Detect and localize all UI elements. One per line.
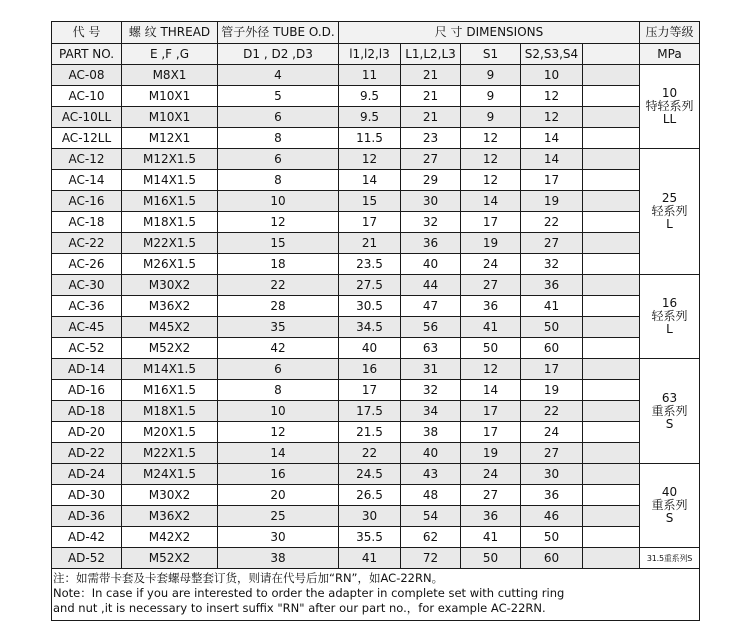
table-row bbox=[52, 422, 700, 443]
pressure-class-cell bbox=[640, 275, 700, 359]
s1-cell: 12 bbox=[461, 359, 521, 380]
order-note bbox=[51, 569, 700, 621]
s1-cell: 50 bbox=[461, 548, 521, 569]
s234-cell: 22 bbox=[521, 401, 583, 422]
s1-cell: 41 bbox=[461, 317, 521, 338]
blank-cell bbox=[583, 485, 640, 506]
part-no-cell: AC-18 bbox=[52, 212, 122, 233]
l-big-cell: 40 bbox=[401, 254, 461, 275]
blank-cell bbox=[583, 86, 640, 107]
part-no-cell: AD-18 bbox=[52, 401, 122, 422]
s234-cell: 50 bbox=[521, 527, 583, 548]
part-no-cell: AC-52 bbox=[52, 338, 122, 359]
blank-cell bbox=[583, 65, 640, 86]
l-small-cell: 41 bbox=[339, 548, 401, 569]
tube-od-cell: 6 bbox=[218, 359, 339, 380]
s234-cell: 24 bbox=[521, 422, 583, 443]
header-mpa: MPa bbox=[640, 44, 700, 65]
l-big-cell: 47 bbox=[401, 296, 461, 317]
thread-cell: M22X1.5 bbox=[122, 233, 218, 254]
s234-cell: 36 bbox=[521, 275, 583, 296]
l-small-cell: 21.5 bbox=[339, 422, 401, 443]
pressure-class-line: L bbox=[666, 217, 673, 231]
s1-cell: 27 bbox=[461, 485, 521, 506]
l-small-cell: 17 bbox=[339, 212, 401, 233]
part-no-cell: AD-42 bbox=[52, 527, 122, 548]
s1-cell: 12 bbox=[461, 128, 521, 149]
adapter-spec-sheet bbox=[51, 21, 699, 621]
part-no-cell: AC-26 bbox=[52, 254, 122, 275]
thread-cell: M30X2 bbox=[122, 485, 218, 506]
thread-cell: M12X1 bbox=[122, 128, 218, 149]
s234-cell: 41 bbox=[521, 296, 583, 317]
s234-cell: 46 bbox=[521, 506, 583, 527]
blank-cell bbox=[583, 317, 640, 338]
s1-cell: 19 bbox=[461, 443, 521, 464]
s1-cell: 27 bbox=[461, 275, 521, 296]
s234-cell: 14 bbox=[521, 149, 583, 170]
pressure-class-line: 特轻系列 bbox=[645, 99, 694, 113]
l-big-cell: 40 bbox=[401, 443, 461, 464]
note-english-line-1: Note：In case if you are interested to order the adapter in complete set with cutting ring bbox=[53, 586, 565, 600]
blank-cell bbox=[583, 149, 640, 170]
header-l-small: l1,l2,l3 bbox=[339, 44, 401, 65]
header-tube-od: 管子外径 TUBE O.D. bbox=[218, 22, 339, 44]
l-small-cell: 21 bbox=[339, 233, 401, 254]
header-pressure: 压力等级 bbox=[640, 22, 700, 44]
thread-cell: M42X2 bbox=[122, 527, 218, 548]
l-small-cell: 17 bbox=[339, 380, 401, 401]
l-big-cell: 62 bbox=[401, 527, 461, 548]
pressure-class-line: 轻系列 bbox=[651, 204, 688, 218]
part-no-cell: AD-14 bbox=[52, 359, 122, 380]
table-row bbox=[52, 443, 700, 464]
thread-cell: M36X2 bbox=[122, 296, 218, 317]
l-big-cell: 48 bbox=[401, 485, 461, 506]
l-big-cell: 21 bbox=[401, 65, 461, 86]
l-small-cell: 40 bbox=[339, 338, 401, 359]
tube-od-cell: 10 bbox=[218, 191, 339, 212]
l-big-cell: 30 bbox=[401, 191, 461, 212]
thread-cell: M12X1.5 bbox=[122, 149, 218, 170]
header-code-cn: 代 号 bbox=[52, 22, 122, 44]
l-small-cell: 30 bbox=[339, 506, 401, 527]
pressure-class-cell bbox=[640, 359, 700, 464]
table-row bbox=[52, 380, 700, 401]
thread-cell: M20X1.5 bbox=[122, 422, 218, 443]
pressure-class-cell bbox=[640, 464, 700, 548]
blank-cell bbox=[583, 170, 640, 191]
table-row bbox=[52, 86, 700, 107]
tube-od-cell: 8 bbox=[218, 380, 339, 401]
l-small-cell: 23.5 bbox=[339, 254, 401, 275]
l-small-cell: 22 bbox=[339, 443, 401, 464]
s1-cell: 9 bbox=[461, 86, 521, 107]
l-small-cell: 9.5 bbox=[339, 86, 401, 107]
part-no-cell: AD-16 bbox=[52, 380, 122, 401]
blank-cell bbox=[583, 296, 640, 317]
tube-od-cell: 10 bbox=[218, 401, 339, 422]
part-no-cell: AC-30 bbox=[52, 275, 122, 296]
tube-od-cell: 12 bbox=[218, 422, 339, 443]
s234-cell: 36 bbox=[521, 485, 583, 506]
tube-od-cell: 12 bbox=[218, 212, 339, 233]
pressure-class-line: 重系列 bbox=[651, 498, 688, 512]
table-row bbox=[52, 338, 700, 359]
l-big-cell: 31 bbox=[401, 359, 461, 380]
l-big-cell: 54 bbox=[401, 506, 461, 527]
pressure-class-line: 重系列 bbox=[651, 403, 688, 418]
table-row bbox=[52, 506, 700, 527]
tube-od-cell: 38 bbox=[218, 548, 339, 569]
tube-od-cell: 6 bbox=[218, 149, 339, 170]
table-row bbox=[52, 170, 700, 191]
pressure-class-line: S bbox=[665, 416, 674, 431]
pressure-class-line: 63 bbox=[661, 390, 678, 405]
pressure-class-cell bbox=[640, 149, 700, 275]
l-big-cell: 72 bbox=[401, 548, 461, 569]
part-no-cell: AD-52 bbox=[52, 548, 122, 569]
blank-cell bbox=[583, 275, 640, 296]
thread-cell: M24X1.5 bbox=[122, 464, 218, 485]
s1-cell: 50 bbox=[461, 338, 521, 359]
thread-cell: M52X2 bbox=[122, 548, 218, 569]
l-small-cell: 30.5 bbox=[339, 296, 401, 317]
part-no-cell: AC-10LL bbox=[52, 107, 122, 128]
thread-cell: M36X2 bbox=[122, 506, 218, 527]
table-row bbox=[52, 191, 700, 212]
l-big-cell: 56 bbox=[401, 317, 461, 338]
table-row bbox=[52, 254, 700, 275]
l-small-cell: 16 bbox=[339, 359, 401, 380]
pressure-class-line: S bbox=[665, 511, 674, 525]
table-row bbox=[52, 527, 700, 548]
part-no-cell: AC-36 bbox=[52, 296, 122, 317]
blank-cell bbox=[583, 401, 640, 422]
header-part-no: PART NO. bbox=[52, 44, 122, 65]
l-big-cell: 36 bbox=[401, 233, 461, 254]
part-no-cell: AC-14 bbox=[52, 170, 122, 191]
tube-od-cell: 6 bbox=[218, 107, 339, 128]
table-body bbox=[52, 22, 700, 569]
l-big-cell: 63 bbox=[401, 338, 461, 359]
tube-od-cell: 22 bbox=[218, 275, 339, 296]
tube-od-cell: 8 bbox=[218, 128, 339, 149]
note-english-line-2: and nut ,it is necessary to insert suffix "RN" after our part no.，for example AC-22RN. bbox=[53, 601, 546, 615]
part-no-cell: AD-20 bbox=[52, 422, 122, 443]
s234-cell: 12 bbox=[521, 86, 583, 107]
l-big-cell: 21 bbox=[401, 86, 461, 107]
header-row-2 bbox=[52, 44, 700, 65]
s234-cell: 22 bbox=[521, 212, 583, 233]
part-no-cell: AC-12 bbox=[52, 149, 122, 170]
s1-cell: 14 bbox=[461, 191, 521, 212]
s234-cell: 27 bbox=[521, 233, 583, 254]
s1-cell: 17 bbox=[461, 422, 521, 443]
tube-od-cell: 18 bbox=[218, 254, 339, 275]
pressure-class-line: 16 bbox=[661, 296, 678, 310]
tube-od-cell: 4 bbox=[218, 65, 339, 86]
table-row bbox=[52, 107, 700, 128]
s1-cell: 14 bbox=[461, 380, 521, 401]
header-row-1 bbox=[52, 22, 700, 44]
part-no-cell: AD-30 bbox=[52, 485, 122, 506]
pressure-class-line: L bbox=[666, 322, 673, 336]
table-row bbox=[52, 65, 700, 86]
l-small-cell: 26.5 bbox=[339, 485, 401, 506]
l-small-cell: 12 bbox=[339, 149, 401, 170]
thread-cell: M18X1.5 bbox=[122, 212, 218, 233]
s234-cell: 17 bbox=[521, 359, 583, 380]
thread-cell: M52X2 bbox=[122, 338, 218, 359]
pressure-class-line: 轻系列 bbox=[651, 309, 688, 323]
table-row bbox=[52, 464, 700, 485]
tube-od-cell: 35 bbox=[218, 317, 339, 338]
tube-od-cell: 25 bbox=[218, 506, 339, 527]
l-small-cell: 17.5 bbox=[339, 401, 401, 422]
blank-cell bbox=[583, 338, 640, 359]
table-row bbox=[52, 296, 700, 317]
l-small-cell: 24.5 bbox=[339, 464, 401, 485]
blank-cell bbox=[583, 548, 640, 569]
l-big-cell: 21 bbox=[401, 107, 461, 128]
thread-cell: M14X1.5 bbox=[122, 170, 218, 191]
thread-cell: M10X1 bbox=[122, 107, 218, 128]
table-row bbox=[52, 485, 700, 506]
header-blank bbox=[583, 44, 640, 65]
thread-cell: M45X2 bbox=[122, 317, 218, 338]
table-row bbox=[52, 317, 700, 338]
l-big-cell: 27 bbox=[401, 149, 461, 170]
s234-cell: 10 bbox=[521, 65, 583, 86]
table-row bbox=[52, 212, 700, 233]
pressure-class-line: 25 bbox=[661, 191, 678, 205]
l-small-cell: 11.5 bbox=[339, 128, 401, 149]
part-no-cell: AD-36 bbox=[52, 506, 122, 527]
s234-cell: 30 bbox=[521, 464, 583, 485]
s1-cell: 24 bbox=[461, 254, 521, 275]
l-small-cell: 34.5 bbox=[339, 317, 401, 338]
blank-cell bbox=[583, 527, 640, 548]
header-d123: D1 , D2 ,D3 bbox=[218, 44, 339, 65]
tube-od-cell: 14 bbox=[218, 443, 339, 464]
blank-cell bbox=[583, 422, 640, 443]
s1-cell: 24 bbox=[461, 464, 521, 485]
header-l-big: L1,L2,L3 bbox=[401, 44, 461, 65]
s234-cell: 14 bbox=[521, 128, 583, 149]
part-no-cell: AC-08 bbox=[52, 65, 122, 86]
pressure-class-line: 31.5重系列S bbox=[646, 553, 693, 563]
s1-cell: 36 bbox=[461, 296, 521, 317]
thread-cell: M22X1.5 bbox=[122, 443, 218, 464]
pressure-class-line: LL bbox=[662, 112, 677, 126]
header-s234: S2,S3,S4 bbox=[521, 44, 583, 65]
thread-cell: M26X1.5 bbox=[122, 254, 218, 275]
blank-cell bbox=[583, 212, 640, 233]
pressure-class-line: 10 bbox=[661, 86, 678, 100]
header-s1: S1 bbox=[461, 44, 521, 65]
blank-cell bbox=[583, 191, 640, 212]
s234-cell: 19 bbox=[521, 380, 583, 401]
thread-cell: M16X1.5 bbox=[122, 191, 218, 212]
s1-cell: 9 bbox=[461, 107, 521, 128]
l-big-cell: 29 bbox=[401, 170, 461, 191]
s234-cell: 27 bbox=[521, 443, 583, 464]
blank-cell bbox=[583, 359, 640, 380]
table-row bbox=[52, 128, 700, 149]
s1-cell: 12 bbox=[461, 170, 521, 191]
tube-od-cell: 8 bbox=[218, 170, 339, 191]
l-big-cell: 43 bbox=[401, 464, 461, 485]
l-big-cell: 34 bbox=[401, 401, 461, 422]
tube-od-cell: 42 bbox=[218, 338, 339, 359]
table-row bbox=[52, 359, 700, 380]
l-big-cell: 44 bbox=[401, 275, 461, 296]
part-no-cell: AC-12LL bbox=[52, 128, 122, 149]
l-small-cell: 27.5 bbox=[339, 275, 401, 296]
blank-cell bbox=[583, 233, 640, 254]
l-small-cell: 14 bbox=[339, 170, 401, 191]
s234-cell: 60 bbox=[521, 338, 583, 359]
table-row bbox=[52, 548, 700, 569]
part-no-cell: AC-16 bbox=[52, 191, 122, 212]
l-small-cell: 35.5 bbox=[339, 527, 401, 548]
blank-cell bbox=[583, 107, 640, 128]
s234-cell: 12 bbox=[521, 107, 583, 128]
thread-cell: M18X1.5 bbox=[122, 401, 218, 422]
header-dimensions: 尺 寸 DIMENSIONS bbox=[339, 22, 640, 44]
pressure-class-line: 40 bbox=[661, 485, 678, 499]
header-efg: E ,F ,G bbox=[122, 44, 218, 65]
s1-cell: 19 bbox=[461, 233, 521, 254]
thread-cell: M8X1 bbox=[122, 65, 218, 86]
blank-cell bbox=[583, 443, 640, 464]
tube-od-cell: 20 bbox=[218, 485, 339, 506]
l-big-cell: 32 bbox=[401, 380, 461, 401]
table-row bbox=[52, 149, 700, 170]
s234-cell: 50 bbox=[521, 317, 583, 338]
pressure-class-cell bbox=[640, 65, 700, 149]
s234-cell: 19 bbox=[521, 191, 583, 212]
table-row bbox=[52, 233, 700, 254]
tube-od-cell: 16 bbox=[218, 464, 339, 485]
tube-od-cell: 15 bbox=[218, 233, 339, 254]
blank-cell bbox=[583, 128, 640, 149]
tube-od-cell: 28 bbox=[218, 296, 339, 317]
thread-cell: M16X1.5 bbox=[122, 380, 218, 401]
part-no-cell: AC-45 bbox=[52, 317, 122, 338]
pressure-class-cell bbox=[640, 548, 700, 569]
s1-cell: 41 bbox=[461, 527, 521, 548]
blank-cell bbox=[583, 380, 640, 401]
thread-cell: M14X1.5 bbox=[122, 359, 218, 380]
tube-od-cell: 30 bbox=[218, 527, 339, 548]
s234-cell: 17 bbox=[521, 170, 583, 191]
s1-cell: 17 bbox=[461, 401, 521, 422]
s1-cell: 12 bbox=[461, 149, 521, 170]
s1-cell: 9 bbox=[461, 65, 521, 86]
s1-cell: 36 bbox=[461, 506, 521, 527]
table-row bbox=[52, 275, 700, 296]
l-big-cell: 38 bbox=[401, 422, 461, 443]
tube-od-cell: 5 bbox=[218, 86, 339, 107]
part-no-cell: AC-10 bbox=[52, 86, 122, 107]
s234-cell: 32 bbox=[521, 254, 583, 275]
blank-cell bbox=[583, 506, 640, 527]
l-big-cell: 32 bbox=[401, 212, 461, 233]
blank-cell bbox=[583, 254, 640, 275]
l-small-cell: 9.5 bbox=[339, 107, 401, 128]
thread-cell: M30X2 bbox=[122, 275, 218, 296]
header-thread: 螺 纹 THREAD bbox=[122, 22, 218, 44]
dimensions-table bbox=[51, 21, 700, 569]
s1-cell: 17 bbox=[461, 212, 521, 233]
blank-cell bbox=[583, 464, 640, 485]
table-row bbox=[52, 401, 700, 422]
part-no-cell: AD-24 bbox=[52, 464, 122, 485]
l-small-cell: 15 bbox=[339, 191, 401, 212]
part-no-cell: AC-22 bbox=[52, 233, 122, 254]
part-no-cell: AD-22 bbox=[52, 443, 122, 464]
thread-cell: M10X1 bbox=[122, 86, 218, 107]
l-big-cell: 23 bbox=[401, 128, 461, 149]
l-small-cell: 11 bbox=[339, 65, 401, 86]
note-chinese: 注：如需带卡套及卡套螺母整套订货，则请在代号后加“RN”，如AC-22RN。 bbox=[53, 571, 444, 585]
s234-cell: 60 bbox=[521, 548, 583, 569]
